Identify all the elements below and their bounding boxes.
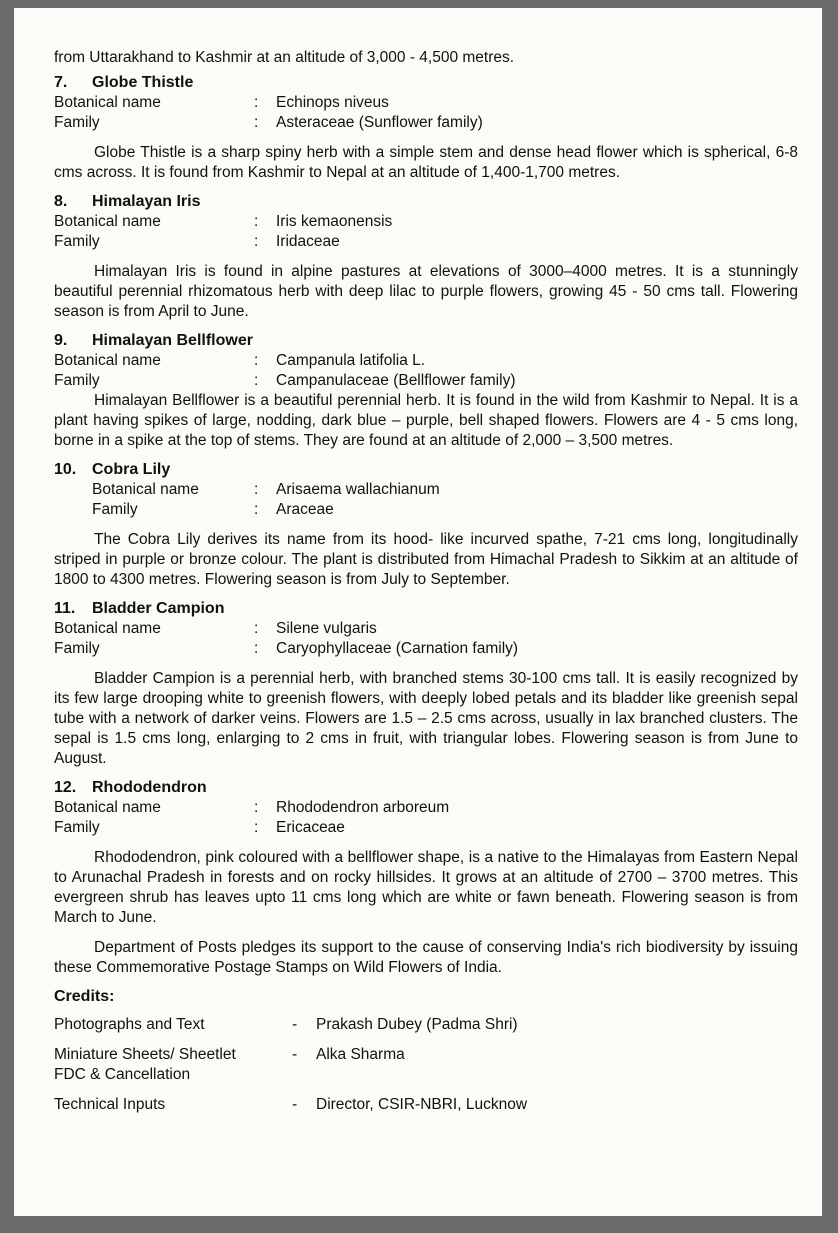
colon: : bbox=[254, 640, 259, 657]
section-title: Himalayan Iris bbox=[92, 193, 201, 210]
colon: : bbox=[254, 114, 259, 131]
credit-miniature-sheets bbox=[54, 1045, 798, 1085]
family-value: Iridaceae bbox=[276, 233, 340, 250]
section-heading bbox=[54, 777, 798, 798]
botanical-label: Botanical name bbox=[54, 799, 161, 816]
section-title: Globe Thistle bbox=[92, 74, 194, 91]
section-title: Cobra Lily bbox=[92, 461, 171, 478]
botanical-label: Botanical name bbox=[54, 620, 161, 637]
family-value: Caryophyllaceae (Carnation family) bbox=[276, 640, 519, 657]
family-value: Asteraceae (Sunflower family) bbox=[276, 114, 483, 131]
botanical-row bbox=[54, 619, 798, 639]
section-number: 11. bbox=[54, 600, 76, 617]
credit-label-line-2: FDC & Cancellation bbox=[54, 1066, 191, 1083]
family-row bbox=[54, 371, 798, 391]
credit-value: Alka Sharma bbox=[316, 1046, 405, 1063]
section-bladder-campion bbox=[54, 598, 798, 769]
section-title: Bladder Campion bbox=[92, 600, 225, 617]
section-description: Himalayan Bellflower is a beautiful perennial herb. It is found in the wild from Kashmir to Nepal. It is a plant having spikes of large, nodding, dark blue – purple, bell shaped flowers. Flowers are 4 - 5 cms long, borne in a spike at the top of stems. They are found at an altitude of 2,000 – 3,500 metres. bbox=[54, 392, 798, 449]
section-title: Rhododendron bbox=[92, 779, 207, 796]
botanical-value: Iris kemaonensis bbox=[276, 213, 393, 230]
botanical-value: Silene vulgaris bbox=[276, 620, 377, 637]
botanical-row bbox=[54, 351, 798, 371]
credit-label bbox=[54, 1045, 292, 1085]
section-description: Bladder Campion is a perennial herb, with branched stems 30-100 cms tall. It is easily recognized by its few large drooping white to greenish flowers, with deeply lobed petals and its bladder like greenish sepal tube with a network of darker veins. Flowers are 1.5 – 2.5 cms across, usually in lax branched clusters. The sepal is 1.5 cms long, enlarging to 2 cms in fruit, with triangular lobes. Flowering season is from June to August. bbox=[54, 670, 798, 767]
section-rhododendron bbox=[54, 777, 798, 928]
section-description: Himalayan Iris is found in alpine pastures at elevations of 3000–4000 metres. It is a stunningly beautiful perennial rhizomatous herb with deep lilac to purple flowers, growing 45 - 50 cms tall. Flowering season is from April to June. bbox=[54, 263, 798, 320]
section-cobra-lily bbox=[54, 459, 798, 590]
section-number: 8. bbox=[54, 193, 68, 210]
colon: : bbox=[254, 481, 259, 498]
credit-value: Prakash Dubey (Padma Shri) bbox=[316, 1016, 518, 1033]
colon: : bbox=[254, 213, 259, 230]
section-heading bbox=[54, 330, 798, 351]
botanical-label: Botanical name bbox=[54, 213, 161, 230]
family-label: Family bbox=[54, 640, 100, 657]
credit-photographs bbox=[54, 1015, 798, 1035]
colon: : bbox=[254, 819, 259, 836]
intro-line: from Uttarakhand to Kashmir at an altitude of 3,000 - 4,500 metres. bbox=[54, 49, 515, 66]
section-globe-thistle bbox=[54, 72, 798, 183]
section-description: The Cobra Lily derives its name from its hood- like incurved spathe, 7-21 cms long, longitudinally striped in purple or bronze colour. The plant is distributed from Himachal Pradesh to Sikkim at an altitude of 1800 to 4300 metres. Flowering season is from July to September. bbox=[54, 531, 798, 588]
colon: : bbox=[254, 352, 259, 369]
section-title: Himalayan Bellflower bbox=[92, 332, 253, 349]
family-value: Campanulaceae (Bellflower family) bbox=[276, 372, 516, 389]
section-number: 10. bbox=[54, 461, 77, 478]
credits-title: Credits: bbox=[54, 988, 115, 1005]
colon: : bbox=[254, 620, 259, 637]
colon: : bbox=[254, 372, 259, 389]
family-row bbox=[54, 639, 798, 659]
section-description: Globe Thistle is a sharp spiny herb with a simple stem and dense head flower which is spherical, 6-8 cms across. It is found from Kashmir to Nepal at an altitude of 1,400-1,700 metres. bbox=[54, 144, 798, 181]
colon: : bbox=[254, 799, 259, 816]
family-row bbox=[54, 113, 798, 133]
credit-dash: - bbox=[292, 1096, 298, 1113]
document-page bbox=[14, 8, 822, 1216]
section-number: 7. bbox=[54, 74, 68, 91]
colon: : bbox=[254, 501, 259, 518]
family-label: Family bbox=[54, 114, 100, 131]
family-value: Ericaceae bbox=[276, 819, 345, 836]
credit-technical-inputs bbox=[54, 1095, 798, 1115]
section-himalayan-iris bbox=[54, 191, 798, 322]
botanical-value: Echinops niveus bbox=[276, 94, 389, 111]
section-heading bbox=[54, 191, 798, 212]
botanical-row bbox=[54, 212, 798, 232]
botanical-value: Arisaema wallachianum bbox=[276, 481, 440, 498]
credit-label: Photographs and Text bbox=[54, 1016, 205, 1033]
section-number: 12. bbox=[54, 779, 77, 796]
section-heading bbox=[54, 598, 798, 619]
botanical-value: Rhododendron arboreum bbox=[276, 799, 450, 816]
section-number: 9. bbox=[54, 332, 68, 349]
botanical-row bbox=[54, 93, 798, 113]
section-heading bbox=[54, 72, 798, 93]
credit-value: Director, CSIR-NBRI, Lucknow bbox=[316, 1096, 528, 1113]
credit-label: Technical Inputs bbox=[54, 1096, 166, 1113]
family-label: Family bbox=[92, 501, 138, 518]
botanical-label: Botanical name bbox=[54, 352, 161, 369]
botanical-row bbox=[54, 798, 798, 818]
family-row bbox=[54, 500, 798, 520]
family-row bbox=[54, 232, 798, 252]
botanical-label: Botanical name bbox=[92, 481, 199, 498]
family-label: Family bbox=[54, 233, 100, 250]
credit-label-line-1: Miniature Sheets/ Sheetlet bbox=[54, 1046, 236, 1063]
colon: : bbox=[254, 233, 259, 250]
family-value: Araceae bbox=[276, 501, 334, 518]
credit-dash: - bbox=[292, 1016, 298, 1033]
botanical-value: Campanula latifolia L. bbox=[276, 352, 426, 369]
botanical-label: Botanical name bbox=[54, 94, 161, 111]
family-label: Family bbox=[54, 372, 100, 389]
botanical-row bbox=[54, 480, 798, 500]
closing-paragraph: Department of Posts pledges its support to the cause of conserving India's rich biodiversity by issuing these Commemorative Postage Stamps on Wild Flowers of India. bbox=[54, 939, 798, 976]
colon: : bbox=[254, 94, 259, 111]
section-description: Rhododendron, pink coloured with a bellflower shape, is a native to the Himalayas from Eastern Nepal to Arunachal Pradesh in forests and on rocky hillsides. It grows at an altitude of 2700 – 3700 metres. This evergreen shrub has leaves upto 11 cms long which are white or fawn beneath. Flowering season is from March to June. bbox=[54, 849, 798, 926]
family-row bbox=[54, 818, 798, 838]
section-himalayan-bellflower bbox=[54, 330, 798, 451]
credit-dash: - bbox=[292, 1046, 298, 1063]
section-heading bbox=[54, 459, 798, 480]
family-label: Family bbox=[54, 819, 100, 836]
